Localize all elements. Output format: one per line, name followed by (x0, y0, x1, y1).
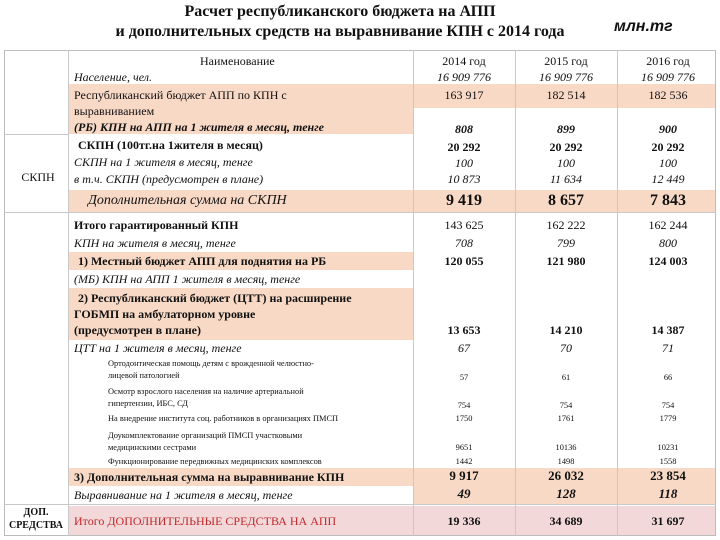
header-name: Наименование (200, 54, 275, 68)
row-total-kpn-2014: 143 625 (444, 218, 484, 232)
row-rep-budget-label-1: 2) Республиканский бюджет (ЦТТ) на расширение (78, 291, 352, 305)
row-rep-budget-2014: 13 653 (447, 323, 481, 337)
row-staffing-2015: 10136 (555, 443, 577, 452)
header-2016: 2016 год (646, 54, 690, 68)
row-institute-2016: 1779 (659, 414, 677, 423)
row-rb-per-capita-2014: 808 (455, 122, 473, 136)
row-extra-sum-2014: 9 917 (449, 468, 479, 483)
row-rep-budget-2016: 14 387 (651, 323, 685, 337)
row-ortho-label-1: Ортодонтическая помощь детям с врожденной челюстно- (108, 359, 314, 368)
row-kpn-per-capita-2015: 799 (557, 236, 575, 250)
row-rb-budget-2015: 182 514 (546, 88, 586, 102)
row-total-kpn-2016: 162 244 (648, 218, 688, 232)
row-ortho-label-2: лицевой патологией (108, 371, 180, 380)
row-ctt-per-capita-2016: 71 (662, 341, 674, 355)
row-extra-sum-label: 3) Дополнительная сумма на выравнивание КПН (74, 470, 345, 484)
row-exam-2016: 754 (661, 401, 675, 410)
side-label-dop (4, 506, 68, 532)
row-total-extra-2016: 31 697 (651, 514, 685, 528)
row-staffing-2014: 9651 (455, 443, 473, 452)
row-skpn-per-capita-2015: 100 (557, 156, 575, 170)
side-label-dop-line2: СРЕДСТВА (8, 520, 64, 531)
row-rb-budget-2016: 182 536 (648, 88, 688, 102)
row-institute-label: На внедрение института соц. работников в организациях ПМСП (108, 414, 339, 423)
row-rb-budget-2014: 163 917 (444, 88, 484, 102)
row-rb-budget-label-2: выравниванием (74, 104, 155, 118)
row-rb-per-capita-2015: 899 (557, 122, 575, 136)
row-population-label: Население, чел. (74, 70, 152, 84)
row-equalize-pc-2014: 49 (457, 486, 471, 501)
col-divider-2015 (617, 50, 618, 536)
row-skpn-planned-2015: 11 634 (549, 172, 583, 186)
section-divider-2 (4, 504, 716, 505)
row-staffing-2016: 10231 (657, 443, 679, 452)
row-total-extra-2014: 19 336 (447, 514, 481, 528)
row-local-budget-2015: 121 980 (546, 254, 586, 268)
row-equalize-pc-label: Выравнивание на 1 жителя в месяц, тенге (74, 488, 293, 502)
header-2014: 2014 год (442, 54, 486, 68)
row-complexes-label: Функционирование передвижных медицинских комплексов (108, 457, 322, 466)
row-ortho-2015: 61 (561, 373, 571, 382)
row-equalize-pc-2015: 128 (556, 486, 576, 501)
col-divider-side (68, 50, 69, 536)
row-institute-2014: 1750 (455, 414, 473, 423)
row-skpn-100-2015: 20 292 (549, 140, 583, 154)
row-population-2015: 16 909 776 (539, 70, 593, 84)
row-kpn-per-capita-2014: 708 (455, 236, 473, 250)
row-skpn-planned-2016: 12 449 (651, 172, 685, 186)
row-extra-sum-2016: 23 854 (650, 468, 686, 483)
row-skpn-additional-2015: 8 657 (548, 192, 584, 209)
row-kpn-per-capita-2016: 800 (659, 236, 677, 250)
row-skpn-additional-label: Дополнительная сумма на СКПН (88, 193, 287, 208)
row-skpn-additional-2016: 7 843 (650, 192, 686, 209)
section-divider-1 (4, 212, 716, 213)
row-population-2014: 16 909 776 (437, 70, 491, 84)
row-skpn-100-2014: 20 292 (447, 140, 481, 154)
row-staffing-label-1: Доукомплектование организаций ПМСП участковыми (108, 431, 303, 440)
row-rb-budget-label-1: Республиканский бюджет АПП по КПН с (74, 88, 287, 102)
row-skpn-100-label: СКПН (100тг.на 1жителя в месяц) (78, 138, 263, 152)
row-ctt-per-capita-2015: 70 (560, 341, 572, 355)
row-skpn-100-2016: 20 292 (651, 140, 685, 154)
row-total-extra-label: Итого ДОПОЛНИТЕЛЬНЫЕ СРЕДСТВА НА АПП (74, 514, 337, 528)
title-line-1: Расчет республиканского бюджета на АПП (184, 3, 496, 20)
row-exam-label-2: гипертензии, ИБС, СД (108, 399, 188, 408)
row-rep-budget-label-2: ГОБМП на амбулаторном уровне (74, 307, 256, 321)
row-skpn-per-capita-2016: 100 (659, 156, 677, 170)
row-skpn-per-capita-label: СКПН на 1 жителя в месяц, тенге (74, 155, 253, 169)
row-kpn-per-capita-label: КПН на жителя в месяц, тенге (74, 236, 236, 250)
side-label-skpn: СКПН (21, 170, 55, 184)
row-complexes-2015: 1498 (557, 457, 575, 466)
row-ortho-2014: 57 (459, 373, 469, 382)
row-total-kpn-label: Итого гарантированный КПН (74, 218, 239, 232)
row-ctt-per-capita-2014: 67 (458, 341, 470, 355)
row-local-budget-2014: 120 055 (444, 254, 484, 268)
row-complexes-2014: 1442 (455, 457, 473, 466)
side-label-dop-line1: ДОП. (23, 507, 49, 518)
row-ctt-per-capita-label: ЦТТ на 1 жителя в месяц, тенге (74, 341, 242, 355)
row-population-2016: 16 909 776 (641, 70, 695, 84)
page-title (70, 2, 610, 42)
title-line-2: и дополнительных средств на выравнивание КПН с 2014 года (115, 23, 565, 40)
row-ortho-2016: 66 (663, 373, 673, 382)
section-divider-3 (4, 134, 68, 135)
row-local-budget-label: 1) Местный бюджет АПП для поднятия на РБ (78, 254, 327, 268)
row-total-kpn-2015: 162 222 (546, 218, 586, 232)
row-rb-per-capita-label: (РБ) КПН на АПП на 1 жителя в месяц, тенге (74, 120, 324, 134)
col-divider-2014 (515, 50, 516, 536)
row-skpn-planned-label: в т.ч. СКПН (предусмотрен в плане) (74, 172, 264, 186)
row-mb-per-capita-label: (МБ) КПН на АПП 1 жителя в месяц, тенге (74, 272, 301, 286)
row-skpn-per-capita-2014: 100 (455, 156, 473, 170)
row-staffing-label-2: медицинскими сестрами (108, 443, 197, 452)
row-total-extra-2015: 34 689 (549, 514, 583, 528)
row-extra-sum-2015: 26 032 (548, 468, 584, 483)
row-exam-2015: 754 (559, 401, 573, 410)
row-local-budget-2016: 124 003 (648, 254, 688, 268)
row-exam-label-1: Осмотр взрослого населения на наличие артериальной (108, 387, 304, 396)
header-2015: 2015 год (544, 54, 588, 68)
row-exam-2014: 754 (457, 401, 471, 410)
unit-label: млн.тг (614, 18, 673, 35)
row-skpn-planned-2014: 10 873 (447, 172, 481, 186)
row-equalize-pc-2016: 118 (658, 486, 678, 501)
row-rep-budget-label-3: (предусмотрен в плане) (74, 323, 201, 337)
col-divider-name (413, 50, 414, 536)
row-skpn-additional-2014: 9 419 (446, 192, 482, 209)
row-rep-budget-2015: 14 210 (549, 323, 583, 337)
row-complexes-2016: 1558 (659, 457, 677, 466)
row-rb-per-capita-2016: 900 (659, 122, 677, 136)
row-institute-2015: 1761 (557, 414, 575, 423)
